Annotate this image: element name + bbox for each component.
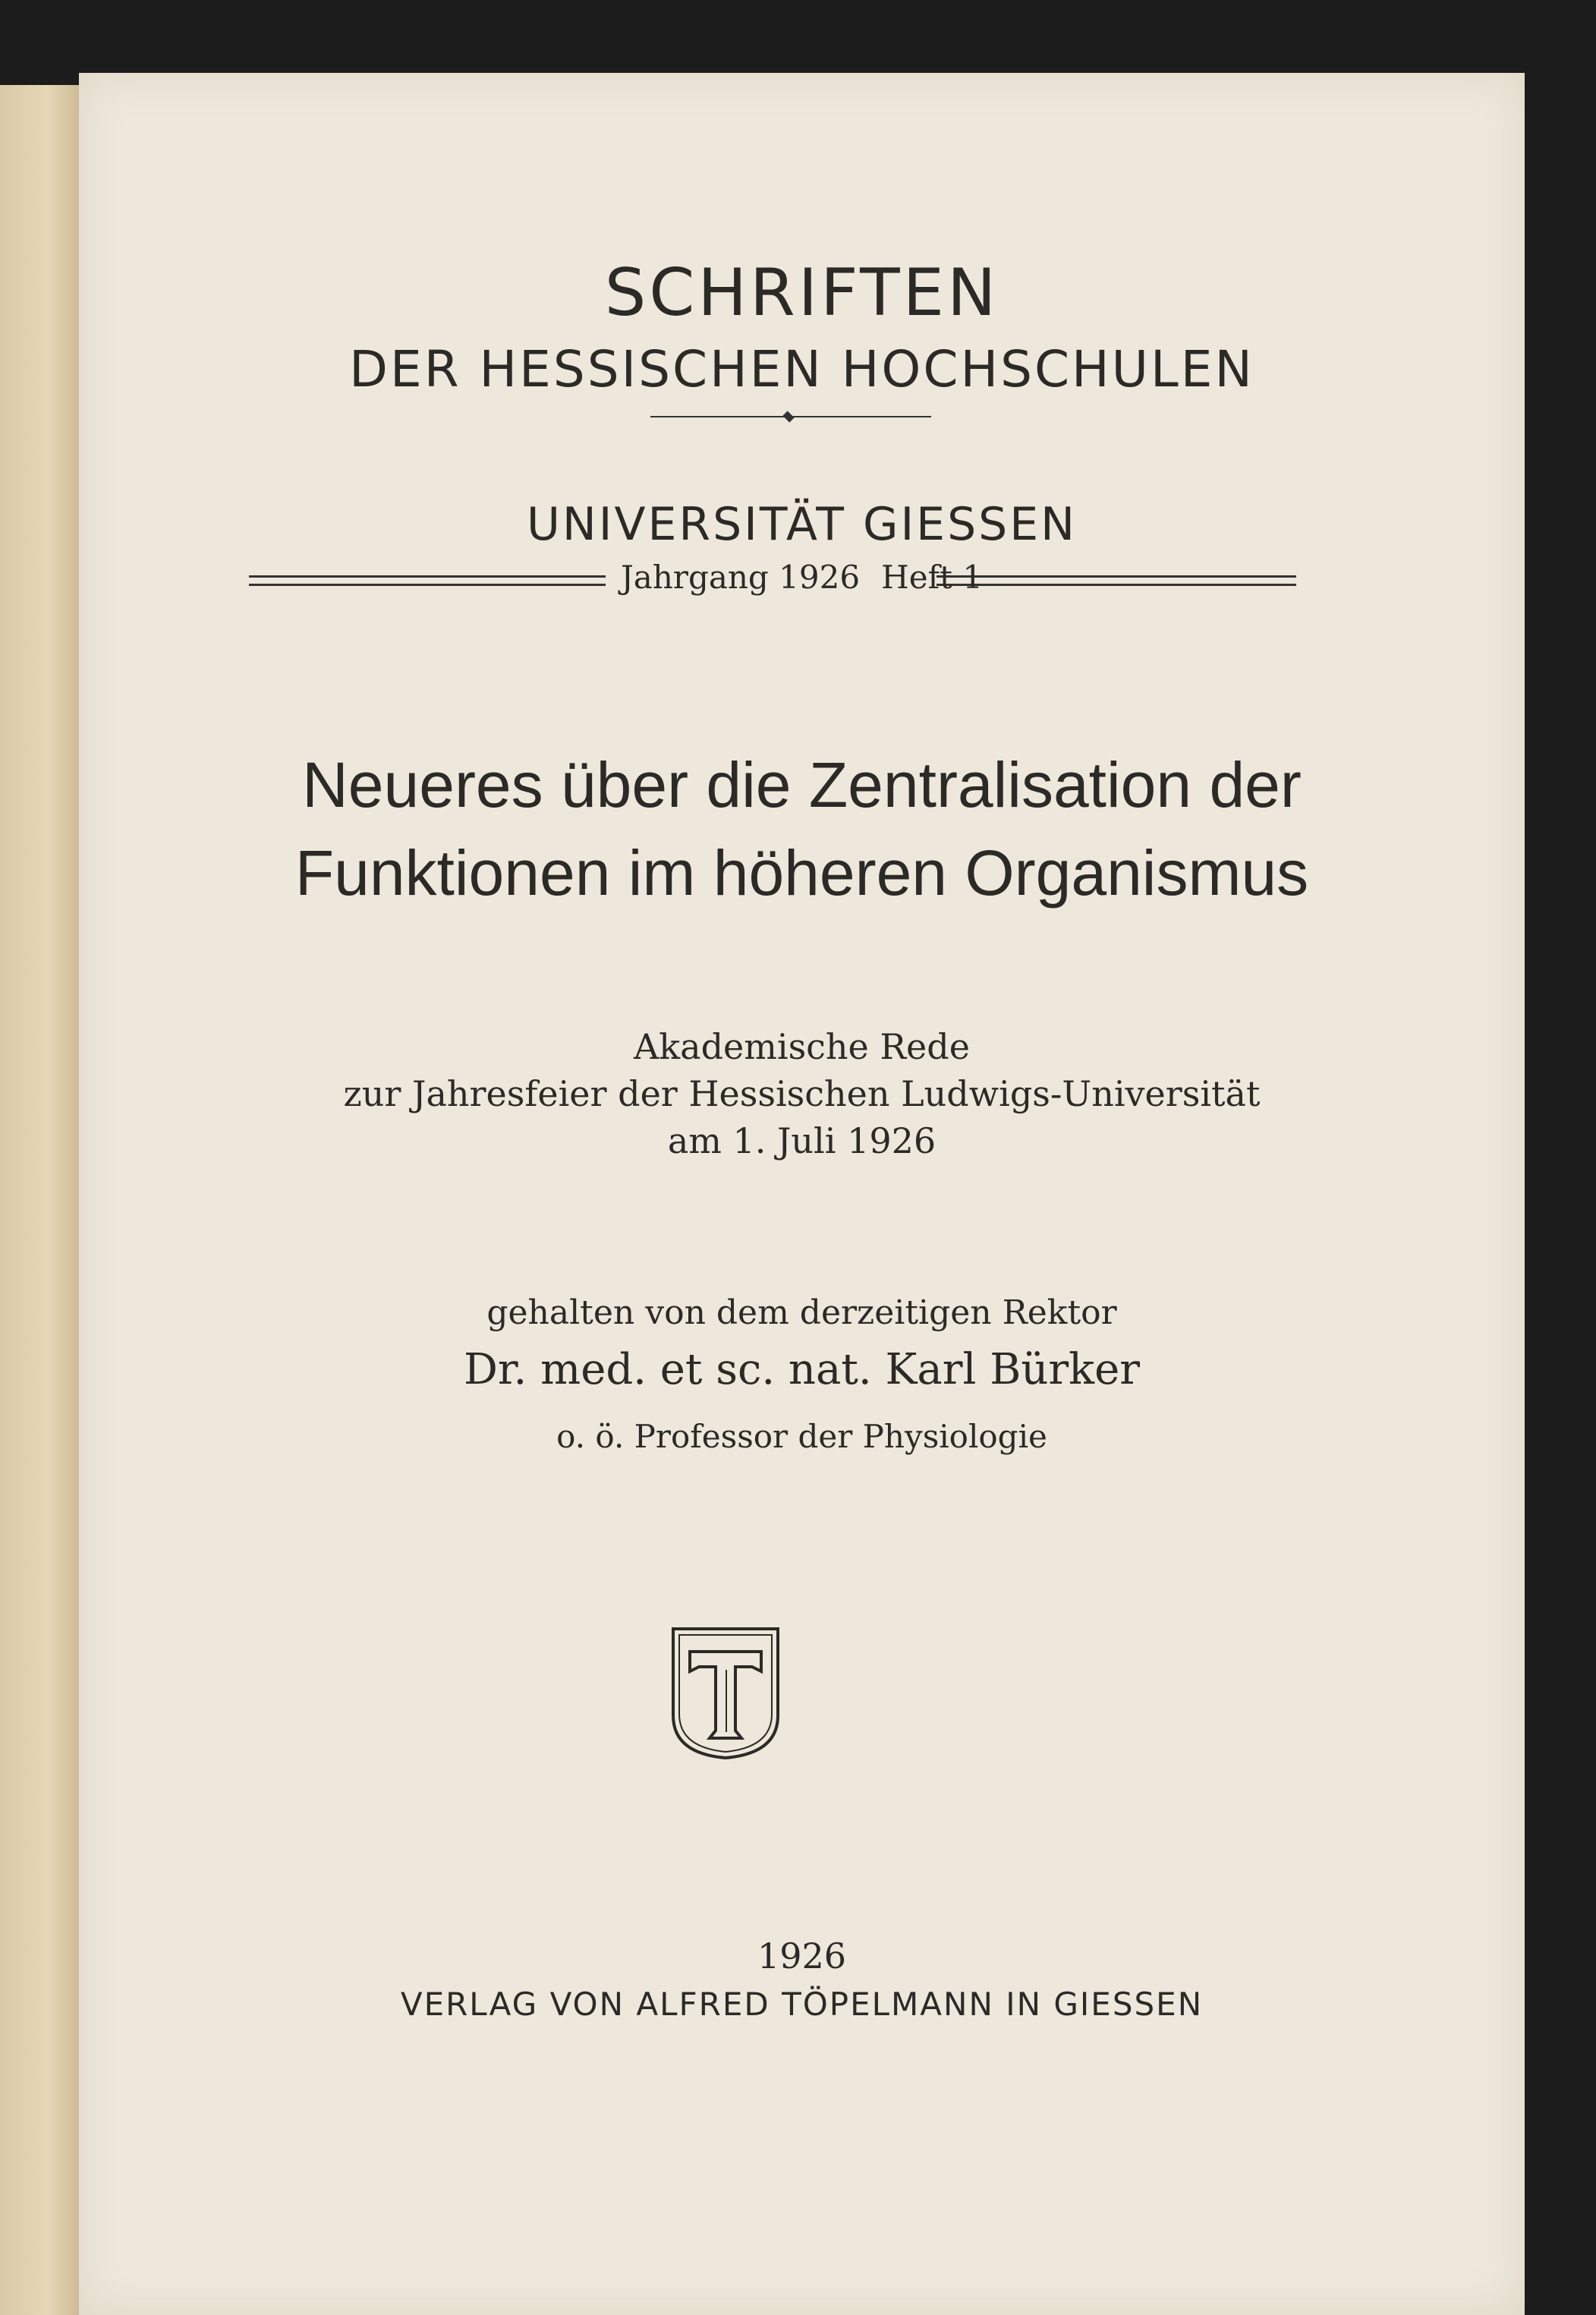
occasion-line-1: Akademische Rede bbox=[634, 1026, 970, 1067]
series-title: SCHRIFTEN bbox=[604, 255, 999, 331]
issue-label: Heft 1 bbox=[881, 559, 984, 596]
occasion-block bbox=[79, 1023, 1525, 1164]
volume-issue-line bbox=[79, 559, 1525, 596]
volume-label: Jahrgang 1926 bbox=[620, 559, 861, 596]
tau-cross-shield-icon bbox=[669, 1624, 782, 1761]
occasion-line-2: zur Jahresfeier der Hessischen Ludwigs-Universität bbox=[343, 1073, 1261, 1114]
publication-year: 1926 bbox=[757, 1935, 847, 1976]
university-name: UNIVERSITÄT GIESSEN bbox=[526, 498, 1078, 551]
author-intro: gehalten von dem derzeitigen Rektor bbox=[486, 1293, 1117, 1332]
main-title-line-2: Funktionen im höheren Organismus bbox=[294, 837, 1309, 909]
ornament-diamond bbox=[782, 411, 794, 422]
main-title-line-1: Neueres über die Zentralisation der bbox=[302, 749, 1302, 820]
publisher-line: VERLAG VON ALFRED TÖPELMANN IN GIESSEN bbox=[400, 1986, 1204, 2023]
author-name: Dr. med. et sc. nat. Karl Bürker bbox=[463, 1345, 1141, 1394]
series-subtitle: DER HESSISCHEN HOCHSCHULEN bbox=[349, 340, 1254, 398]
occasion-line-3: am 1. Juli 1926 bbox=[667, 1120, 937, 1161]
author-position: o. ö. Professor der Physiologie bbox=[556, 1418, 1047, 1455]
title-page bbox=[79, 73, 1525, 2315]
facing-page-edge bbox=[0, 85, 79, 2315]
main-title bbox=[79, 741, 1525, 917]
